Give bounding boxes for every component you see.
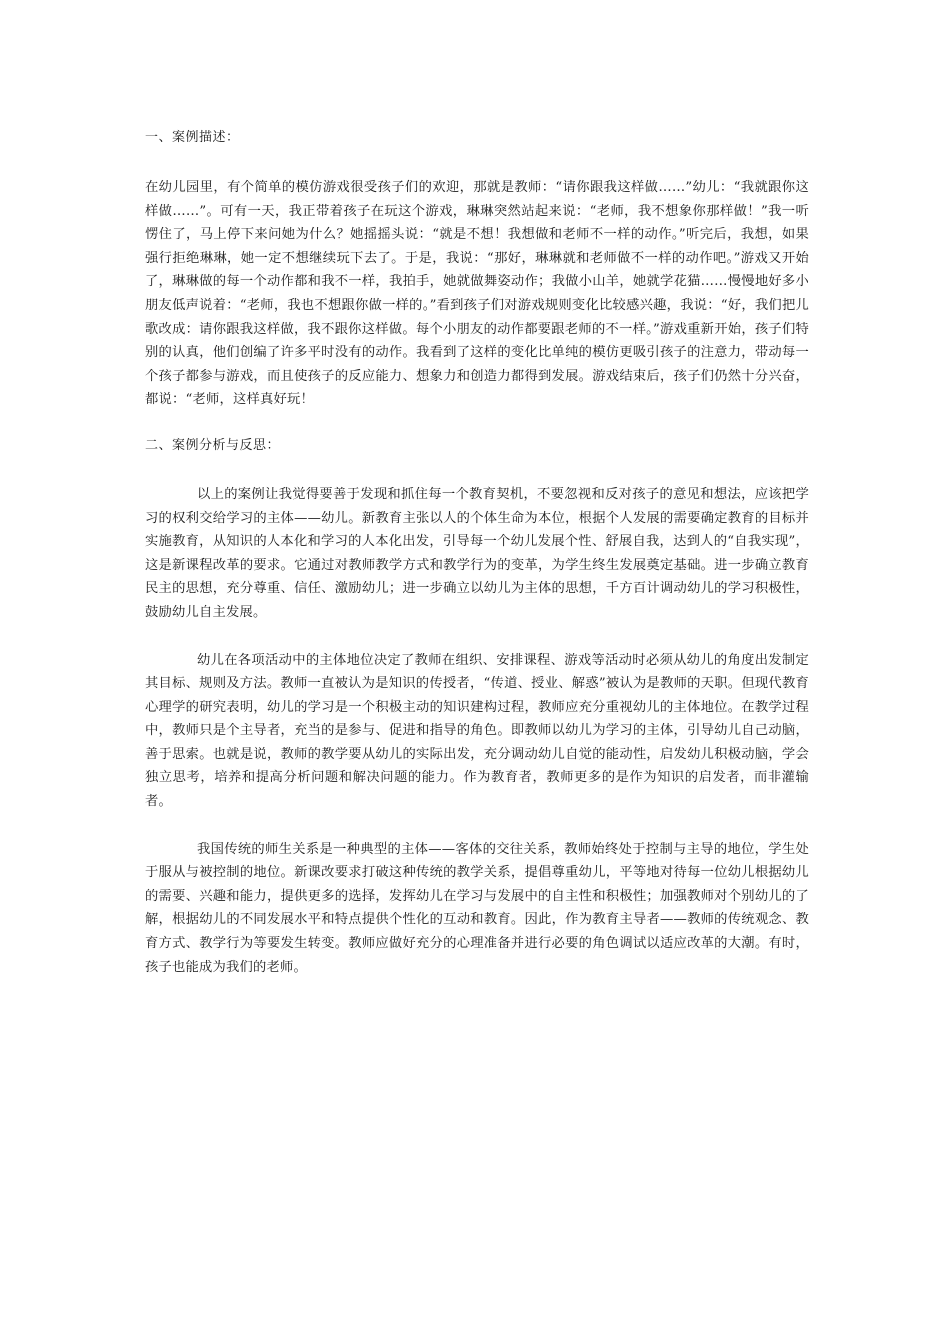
section-heading-analysis: 二、案例分析与反思： [145, 437, 281, 453]
section-heading-case-description: 一、案例描述： [145, 130, 240, 145]
analysis-paragraph: 以上的案例让我觉得要善于发现和抓住每一个教育契机，不要忽视和反对孩子的意见和想法，应该把学习的权利交给学习的主体——幼儿。新教育主张以人的个体生命为本位，根据个人发展的需要确定教育的目标并实施教育，从知识的人本化和学习的人本化出发，引导每一个幼儿发展个性、舒展自我，达到人的“自我实现”，这是新课程改革的要求。它通过对教师教学方式和教学行为的变革，为学生终生发展奠定基础。进一步确立教育民主的思想，充分尊重、信任、激励幼儿；进一步确立以幼儿为主体的思想，千方百计调动幼儿的学习积极性，鼓励幼儿自主发展。 [145, 486, 809, 620]
document-body [145, 126, 809, 979]
analysis-paragraph: 幼儿在各项活动中的主体地位决定了教师在组织、安排课程、游戏等活动时必须从幼儿的角度出发制定其目标、规则及方法。教师一直被认为是知识的传授者，“传道、授业、解惑”被认为是教师的天职。但现代教育心理学的研究表明，幼儿的学习是一个积极主动的知识建构过程，教师应充分重视幼儿的主体地位。在教学过程中，教师只是个主导者，充当的是参与、促进和指导的角色。即教师以幼儿为学习的主体，引导幼儿自己动脑，善于思索。也就是说，教师的教学要从幼儿的实际出发，充分调动幼儿自觉的能动性，启发幼儿积极动脑，学会独立思考，培养和提高分析问题和解决问题的能力。作为教育者，教师更多的是作为知识的启发者，而非灌输者。 [145, 652, 809, 810]
case-description-paragraph: 在幼儿园里，有个简单的模仿游戏很受孩子们的欢迎，那就是教师：“请你跟我这样做……”幼儿：“我就跟你这样做……”。可有一天，我正带着孩子在玩这个游戏，琳琳突然站起来说：“老师，我不想象你那样做！”我一听愣住了，马上停下来问她为什么？她摇摇头说：“就是不想！我想做和老师不一样的动作。”听完后，我想，如果强行拒绝琳琳，她一定不想继续玩下去了。于是，我说：“那好，琳琳就和老师做不一样的动作吧。”游戏又开始了，琳琳做的每一个动作都和我不一样，我拍手，她就做舞姿动作；我做小山羊，她就学花猫……慢慢地好多小朋友低声说着：“老师，我也不想跟你做一样的。”看到孩子们对游戏规则变化比较感兴趣，我说：“好，我们把儿歌改成：请你跟我这样做，我不跟你这样做。每个小朋友的动作都要跟老师的不一样。”游戏重新开始，孩子们特别的认真，他们创编了许多平时没有的动作。我看到了这样的变化比单纯的模仿更吸引孩子的注意力，带动每一个孩子都参与游戏，而且使孩子的反应能力、想象力和创造力都得到发展。游戏结束后，孩子们仍然十分兴奋，都说：“老师，这样真好玩！ [145, 180, 809, 408]
analysis-paragraph: 我国传统的师生关系是一种典型的主体——客体的交往关系，教师始终处于控制与主导的地位，学生处于服从与被控制的地位。新课改要求打破这种传统的教学关系，提倡尊重幼儿，平等地对待每一位幼儿根据幼儿的需要、兴趣和能力，提供更多的选择，发挥幼儿在学习与发展中的自主性和积极性；加强教师对个别幼儿的了解，根据幼儿的不同发展水平和特点提供个性化的互动和教育。因此，作为教育主导者——教师的传统观念、教育方式、教学行为等要发生转变。教师应做好充分的心理准备并进行必要的角色调试以适应改革的大潮。有时，孩子也能成为我们的老师。 [145, 841, 809, 975]
